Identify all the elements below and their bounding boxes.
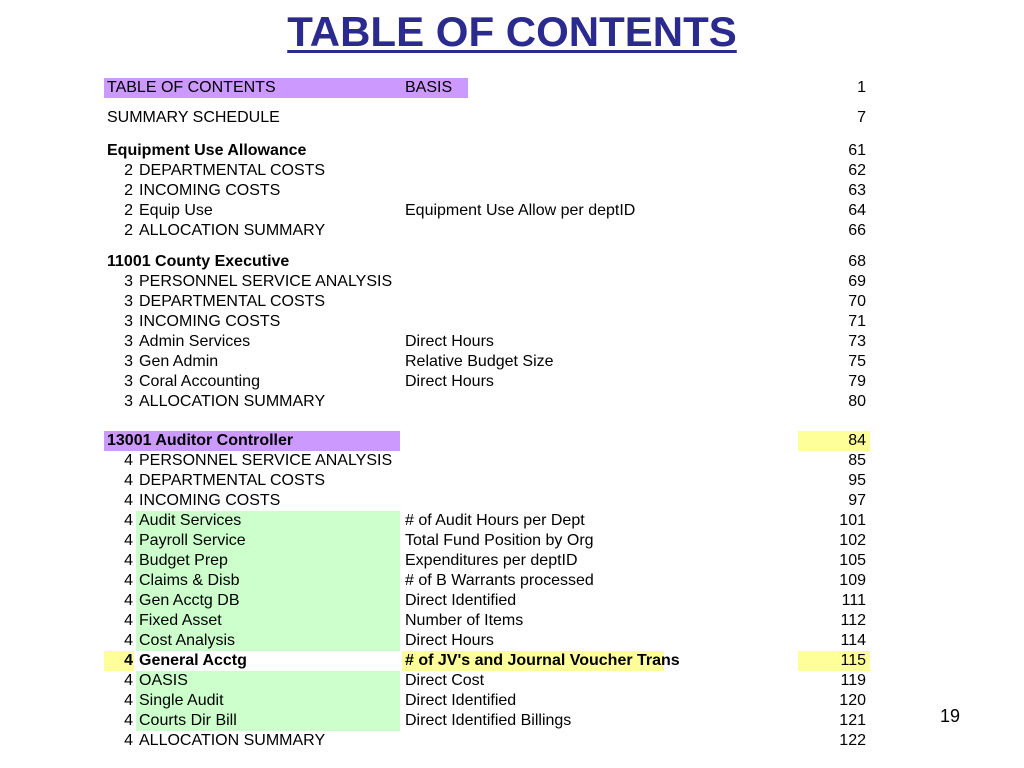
toc-row — [104, 651, 870, 671]
row-basis: Number of Items — [405, 612, 524, 629]
row-number: 2 — [124, 162, 133, 179]
row-page: 120 — [839, 692, 866, 709]
row-number: 3 — [124, 273, 133, 290]
toc-row — [104, 471, 870, 491]
toc-row — [104, 731, 870, 751]
row-page: 97 — [848, 492, 866, 509]
row-page: 75 — [848, 353, 866, 370]
row-number: 4 — [124, 532, 133, 549]
row-page: 69 — [848, 273, 866, 290]
row-name: Audit Services — [139, 512, 242, 529]
row-basis: Direct Hours — [405, 632, 494, 649]
row-page: 111 — [841, 592, 866, 609]
row-number: 4 — [124, 712, 133, 729]
row-number: 2 — [124, 202, 133, 219]
row-number: 4 — [124, 512, 133, 529]
row-basis: # of JV's and Journal Voucher Trans — [405, 652, 680, 669]
row-page: 73 — [848, 333, 866, 350]
row-basis: Expenditures per deptID — [405, 552, 578, 569]
row-page: 66 — [848, 222, 866, 239]
row-number: 4 — [124, 452, 133, 469]
row-page: 70 — [848, 293, 866, 310]
toc-summary-row — [104, 108, 870, 128]
toc-row — [104, 671, 870, 691]
row-page: 109 — [839, 572, 866, 589]
row-name: Claims & Disb — [139, 572, 240, 589]
toc-row — [104, 591, 870, 611]
row-number: 4 — [124, 692, 133, 709]
row-name: ALLOCATION SUMMARY — [139, 393, 326, 410]
row-page: 115 — [840, 652, 866, 669]
row-name: Coral Accounting — [139, 373, 260, 390]
header-basis: BASIS — [405, 79, 453, 96]
row-number: 3 — [124, 313, 133, 330]
toc-row — [104, 181, 870, 201]
row-page: 64 — [848, 202, 866, 219]
toc-row — [104, 551, 870, 571]
slide-number: 19 — [940, 706, 961, 726]
toc-row — [104, 352, 870, 372]
section-page: 61 — [848, 142, 866, 159]
toc-row — [104, 491, 870, 511]
toc-row — [104, 272, 870, 292]
row-name: INCOMING COSTS — [139, 182, 281, 199]
row-name: Courts Dir Bill — [139, 712, 237, 729]
toc-row — [104, 332, 870, 352]
row-number: 4 — [124, 632, 133, 649]
section-heading-row — [104, 252, 870, 272]
row-page: 114 — [840, 632, 866, 649]
row-name: INCOMING COSTS — [139, 492, 281, 509]
header-page: 1 — [857, 79, 866, 96]
row-page: 119 — [840, 672, 866, 689]
row-number: 4 — [124, 592, 133, 609]
row-number: 4 — [124, 472, 133, 489]
row-basis: Direct Identified — [405, 592, 517, 609]
toc-row — [104, 392, 870, 412]
row-number: 4 — [124, 652, 133, 669]
toc-row — [104, 292, 870, 312]
toc-row — [104, 511, 870, 531]
row-basis: Direct Cost — [405, 672, 485, 689]
summary-page: 7 — [857, 109, 866, 126]
row-name: Equip Use — [139, 202, 213, 219]
row-number: 4 — [124, 672, 133, 689]
row-page: 62 — [848, 162, 866, 179]
row-page: 95 — [848, 472, 866, 489]
row-number: 3 — [124, 293, 133, 310]
row-basis: Total Fund Position by Org — [405, 532, 594, 549]
row-basis: # of B Warrants processed — [405, 572, 594, 589]
row-basis: Direct Hours — [405, 373, 494, 390]
row-name: Cost Analysis — [139, 632, 236, 649]
row-basis: Direct Identified Billings — [405, 712, 572, 729]
section-heading-row — [104, 431, 870, 451]
page-title: TABLE OF CONTENTS — [287, 8, 737, 55]
section-heading: 13001 Auditor Controller — [107, 432, 294, 449]
toc-row — [104, 312, 870, 332]
row-name: Gen Admin — [139, 353, 219, 370]
row-number: 3 — [124, 373, 133, 390]
row-basis: Direct Hours — [405, 333, 494, 350]
toc-row — [104, 711, 870, 731]
row-number: 4 — [124, 552, 133, 569]
toc-row — [104, 201, 870, 221]
section-page: 84 — [848, 432, 866, 449]
row-name: PERSONNEL SERVICE ANALYSIS — [139, 452, 393, 469]
toc-row — [104, 571, 870, 591]
row-name: INCOMING COSTS — [139, 313, 281, 330]
section-heading: 11001 County Executive — [107, 253, 290, 270]
toc-row — [104, 531, 870, 551]
row-page: 63 — [848, 182, 866, 199]
row-basis: Equipment Use Allow per deptID — [405, 202, 636, 219]
row-name: Fixed Asset — [139, 612, 222, 629]
toc-row — [104, 691, 870, 711]
toc-row — [104, 221, 870, 241]
toc-row — [104, 161, 870, 181]
toc-row — [104, 372, 870, 392]
row-number: 4 — [124, 492, 133, 509]
section-heading: Equipment Use Allowance — [107, 142, 307, 159]
section-page: 68 — [848, 253, 866, 270]
row-name: Admin Services — [139, 333, 251, 350]
row-number: 3 — [124, 393, 133, 410]
row-page: 79 — [848, 373, 866, 390]
row-name: Gen Acctg DB — [139, 592, 240, 609]
row-page: 112 — [840, 612, 866, 629]
row-name: ALLOCATION SUMMARY — [139, 732, 326, 749]
row-page: 71 — [848, 313, 866, 330]
summary-label: SUMMARY SCHEDULE — [107, 109, 280, 126]
row-name: General Acctg — [139, 652, 247, 669]
toc-row — [104, 611, 870, 631]
row-name: DEPARTMENTAL COSTS — [139, 162, 326, 179]
row-page: 105 — [839, 552, 866, 569]
section-heading-row — [104, 141, 870, 161]
toc-row — [104, 631, 870, 651]
row-name: OASIS — [139, 672, 188, 689]
row-name: Single Audit — [139, 692, 224, 709]
header-label: TABLE OF CONTENTS — [107, 79, 276, 96]
row-name: Budget Prep — [139, 552, 228, 569]
row-name: DEPARTMENTAL COSTS — [139, 293, 326, 310]
toc-row — [104, 451, 870, 471]
row-number: 3 — [124, 353, 133, 370]
row-basis: # of Audit Hours per Dept — [405, 512, 585, 529]
row-page: 85 — [848, 452, 866, 469]
row-number: 3 — [124, 333, 133, 350]
row-number: 4 — [124, 732, 133, 749]
row-page: 101 — [839, 512, 866, 529]
row-basis: Relative Budget Size — [405, 353, 554, 370]
row-name: PERSONNEL SERVICE ANALYSIS — [139, 273, 393, 290]
row-page: 102 — [839, 532, 866, 549]
row-page: 122 — [839, 732, 866, 749]
row-page: 80 — [848, 393, 866, 410]
row-basis: Direct Identified — [405, 692, 517, 709]
row-name: Payroll Service — [139, 532, 246, 549]
row-page: 121 — [839, 712, 866, 729]
row-number: 4 — [124, 572, 133, 589]
row-number: 2 — [124, 182, 133, 199]
row-number: 2 — [124, 222, 133, 239]
toc-header-row — [104, 78, 870, 98]
row-number: 4 — [124, 612, 133, 629]
row-name: DEPARTMENTAL COSTS — [139, 472, 326, 489]
row-name: ALLOCATION SUMMARY — [139, 222, 326, 239]
